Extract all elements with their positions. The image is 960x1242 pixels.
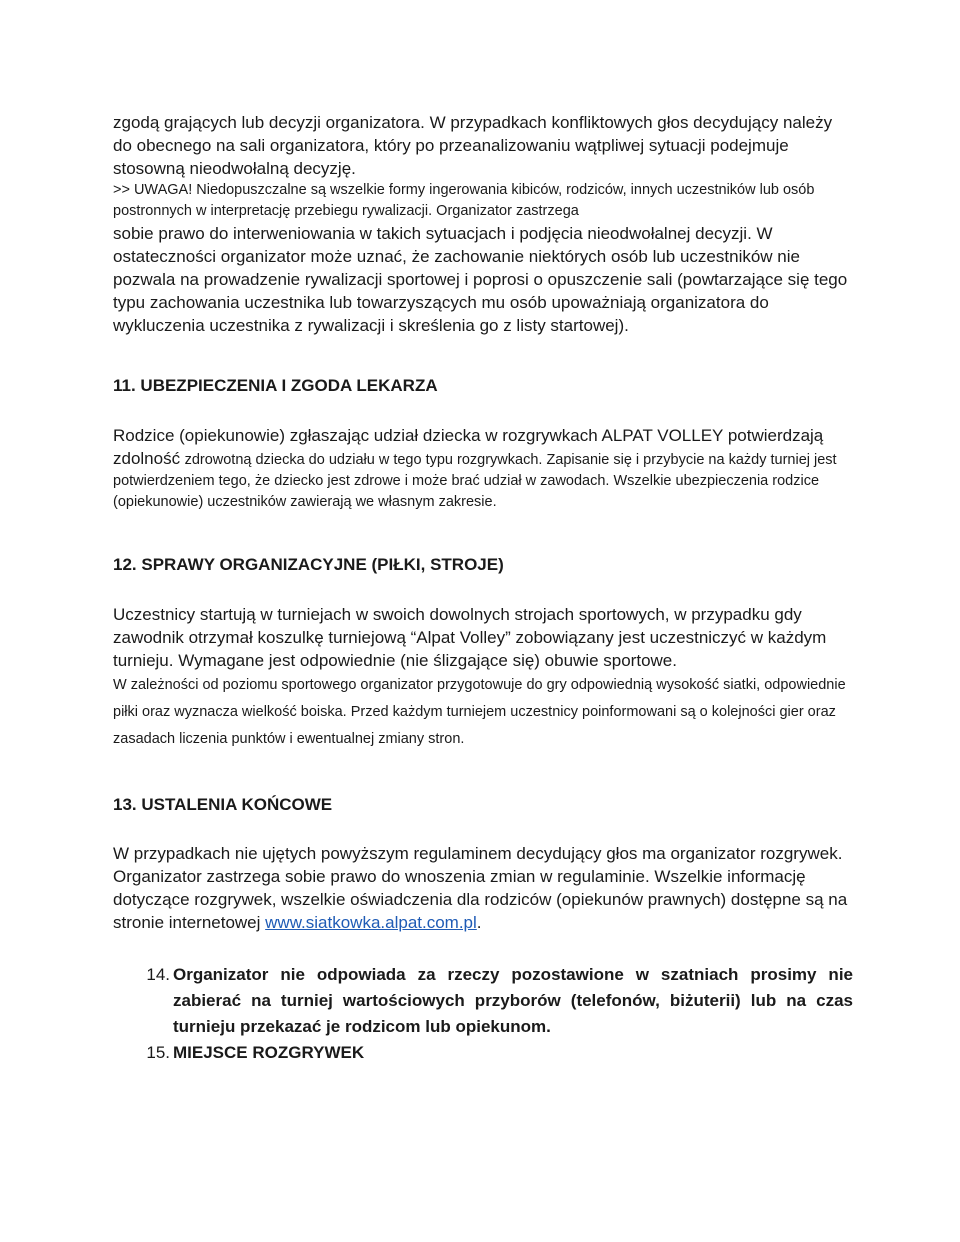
document-page (113, 111, 853, 1066)
list-item-number: 14. (146, 965, 170, 984)
list-item-text: Organizator nie odpowiada za rzeczy pozostawione w szatniach prosimy nie zabierać na turniej wartościowych przyborów (telefonów, biżuterii) lub na czas turnieju przekazać je rodzicom lub opiekunom. (173, 965, 853, 1036)
section-13-heading: 13. USTALENIA KOŃCOWE (113, 795, 333, 814)
section-11-text-large: Rodzice (opiekunowie) zgłaszając udział dziecka w rozgrywkach ALPAT VOLLEY potwierdzają zdolność (113, 426, 824, 468)
section-12-body (113, 603, 853, 753)
section-11-heading: 11. UBEZPIECZENIA I ZGODA LEKARZA (113, 376, 438, 395)
section-13-period: . (476, 913, 482, 932)
numbered-list (113, 962, 853, 1066)
section-13-text (113, 842, 853, 934)
list-item (113, 1040, 853, 1066)
list-item (113, 962, 853, 1040)
section-12-text-small: W zależności od poziomu sportowego organizator przygotowuje do gry odpowiednią wysokość siatki, odpowiednie piłki oraz wyznacza wielkość boiska. Przed każdym turniejem uczestnicy poinformowani są o kolejności gier oraz zasadach liczenia punktów i ewentualnej zmiany stron. (113, 677, 846, 747)
section-11-body (113, 424, 853, 513)
conflict-text: zgodą grających lub decyzji organizatora. W przypadkach konfliktowych głos decydujący należy do obecnego na sali organizatora, który po przeanalizowaniu wątpliwej sytuacji podejmuje stosowną nieodwołalną decyzję. (113, 113, 833, 178)
website-link[interactable]: www.siatkowka.alpat.com.pl (265, 913, 477, 932)
section-13-body-text: W przypadkach nie ujętych powyższym regulaminem decydujący głos ma organizator rozgrywek. Organizator zastrzega sobie prawo do wnoszenia zmian w regulaminie. Wszelkie informację dotyczące rozgrywek, wszelkie oświadczenia dla rodziców (opiekunów prawnych) dostępne są na stronie internetowej (113, 844, 848, 932)
warning-text: >> UWAGA! Niedopuszczalne są wszelkie formy ingerowania kibiców, rodziców, innych uczestników lub osób postronnych w interpretację przebiegu rywalizacji. Organizator zastrzega (113, 182, 815, 219)
list-item-text: MIEJSCE ROZGRYWEK (173, 1043, 365, 1062)
intervention-text: sobie prawo do interweniowania w takich sytuacjach i podjęcia nieodwołalnej decyzji. W ostateczności organizator może uznać, że zachowanie niektórych osób lub uczestników nie pozwala na prowadzenie rywalizacji sportowej i poprosi o opuszczenie sali (powtarzające się tego typu zachowania uczestnika lub towarzyszących mu osób upoważniają organizatora do wykluczenia uczestnika z rywalizacji i skreślenia go z listy startowej). (113, 224, 848, 335)
paragraph-conflicts (113, 111, 853, 337)
section-12-heading: 12. SPRAWY ORGANIZACYJNE (PIŁKI, STROJE) (113, 555, 504, 574)
section-11-text-small: zdrowotną dziecka do udziału w tego typu rozgrywkach. Zapisanie się i przybycie na każdy turniej jest potwierdzeniem tego, że dziecko jest zdrowe i może brać udział w zawodach. Wszelkie ubezpieczenia rodzice (opiekunowie) uczestników zawierają we własnym zakresie. (113, 452, 837, 510)
list-item-number: 15. (146, 1043, 170, 1062)
section-12-text-large: Uczestnicy startują w turniejach w swoich dowolnych strojach sportowych, w przypadku gdy zawodnik otrzymał koszulkę turniejową “Alpat Volley” zobowiązany jest uczestniczyć w każdym turnieju. Wymagane jest odpowiednie (nie ślizgające się) obuwie sportowe. (113, 605, 827, 670)
